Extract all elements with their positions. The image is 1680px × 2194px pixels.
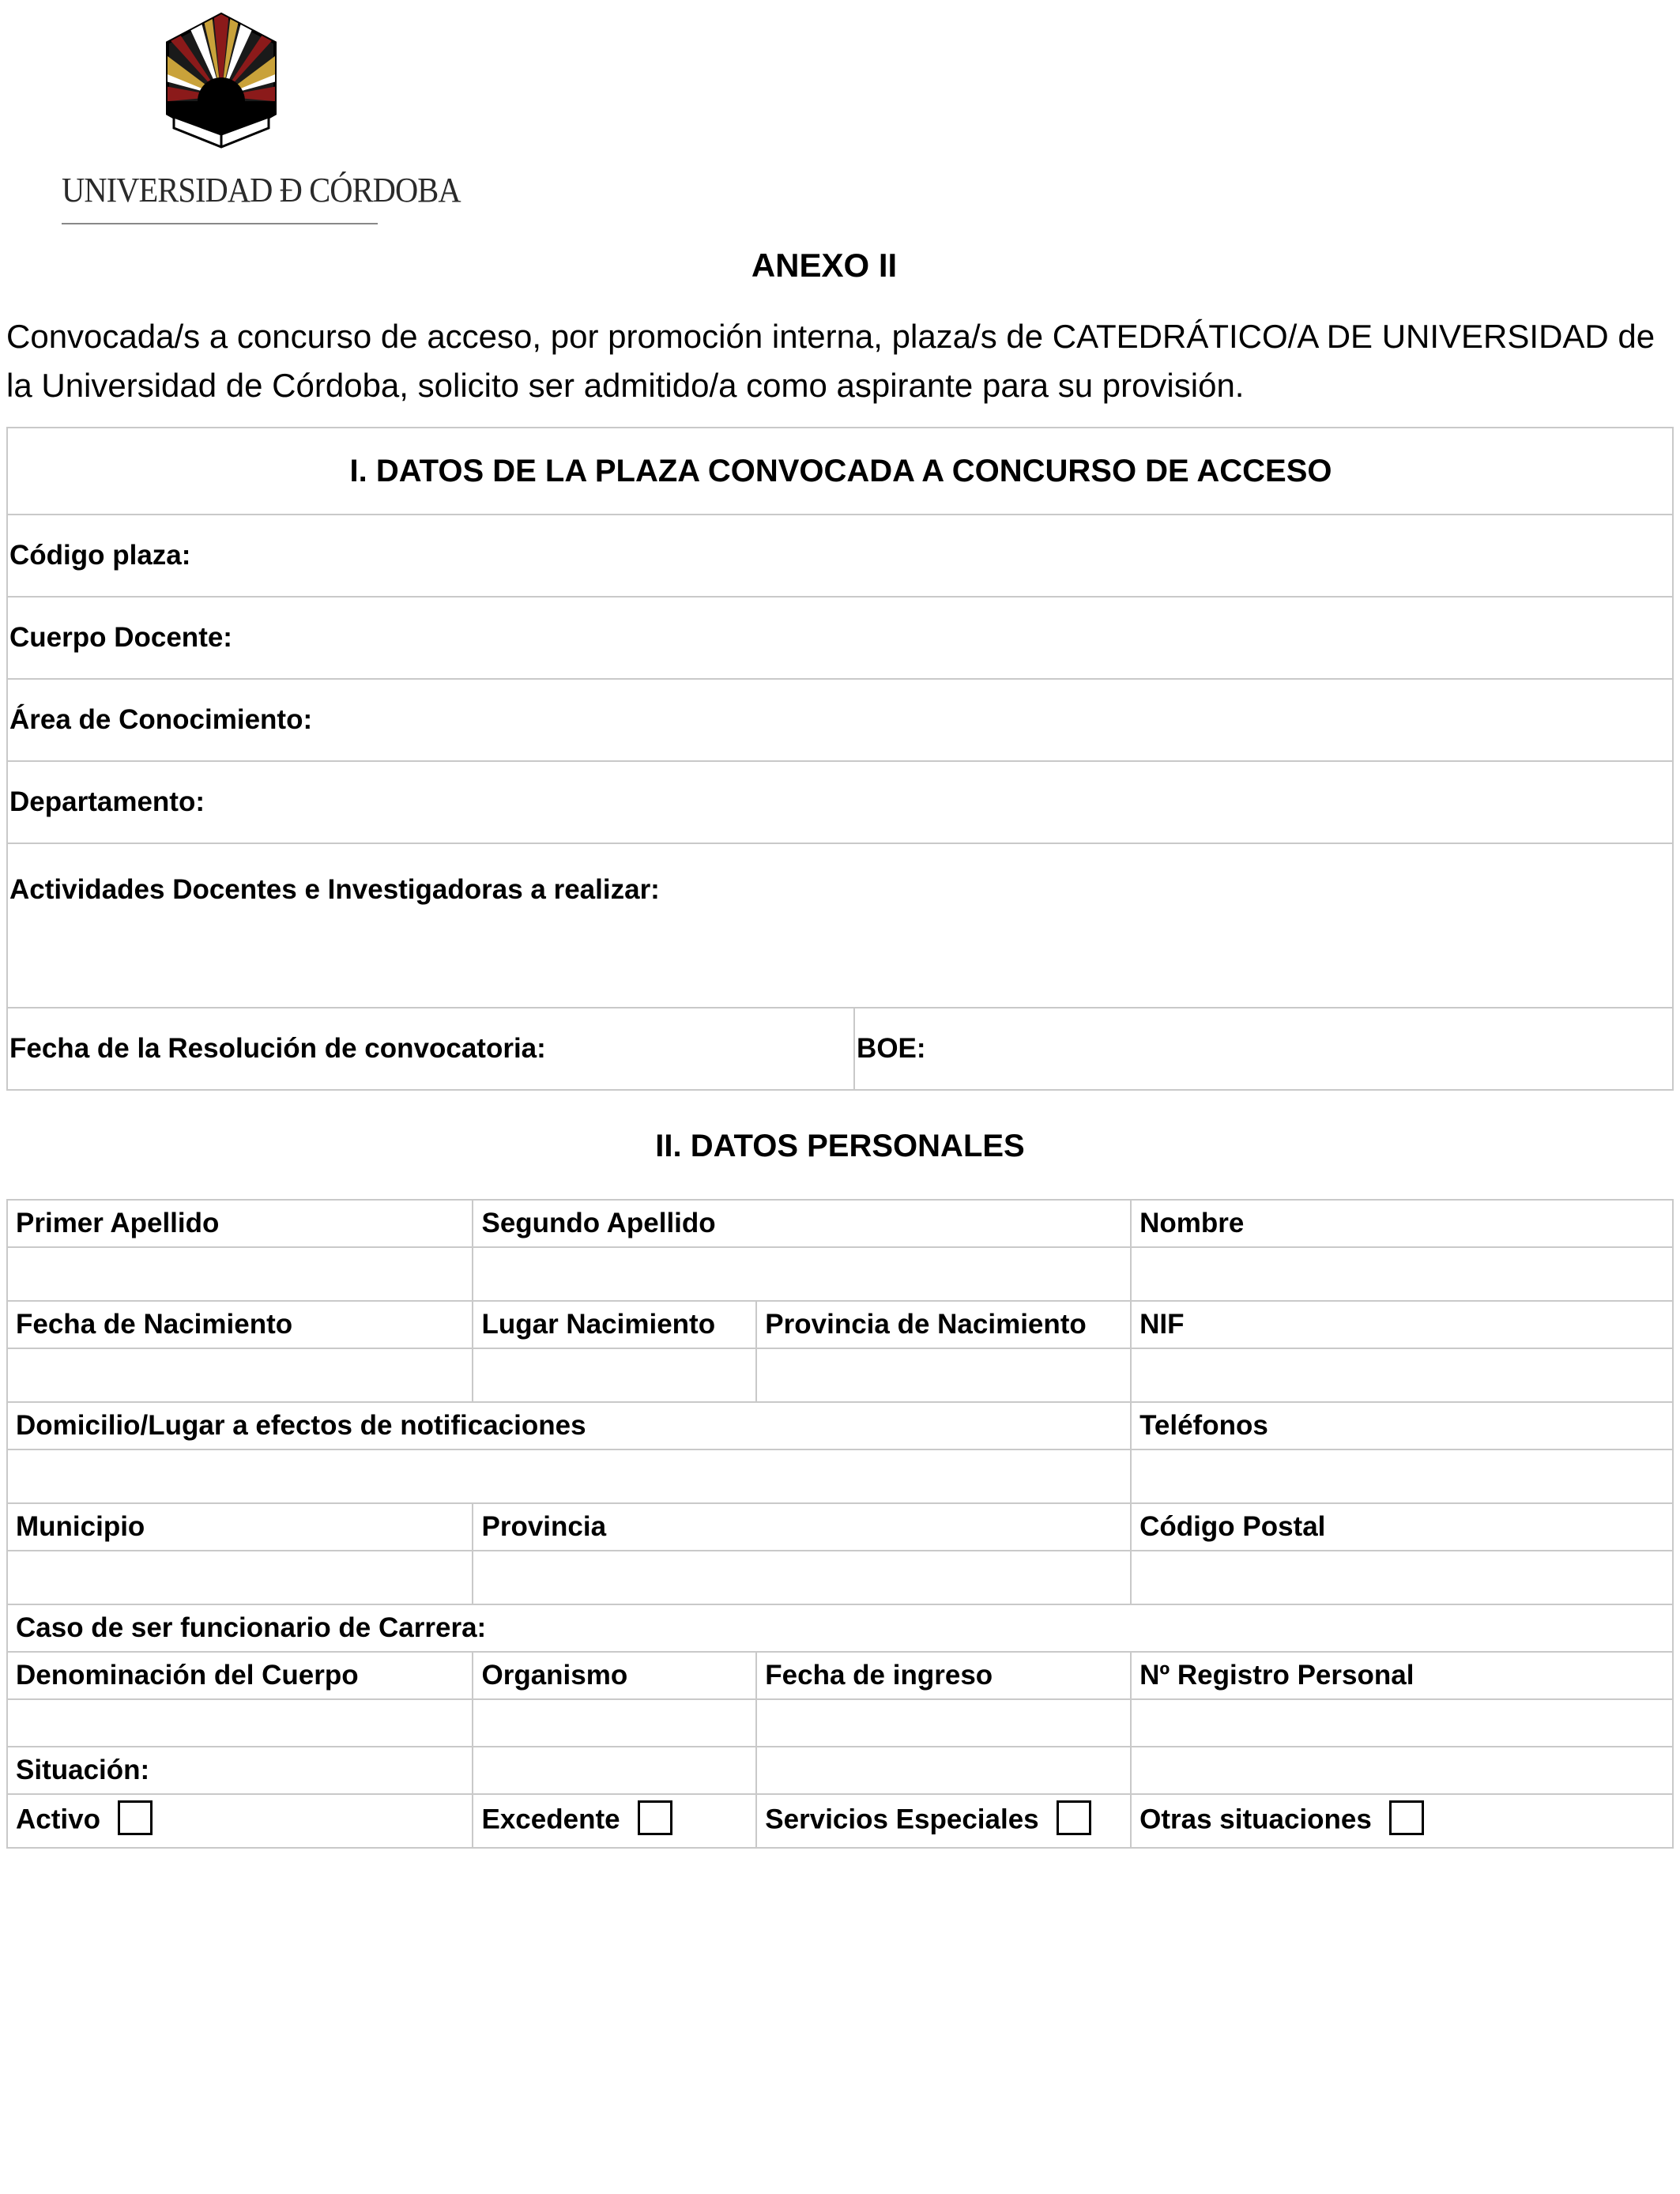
nif-label: NIF [1131, 1301, 1673, 1348]
domicilio-input[interactable] [7, 1449, 1131, 1503]
excedente-checkbox[interactable] [638, 1800, 672, 1835]
denominacion-label: Denominación del Cuerpo [7, 1652, 473, 1699]
plaza-table [6, 427, 1674, 1091]
excedente-label: Excedente [481, 1804, 620, 1835]
primer-apellido-input[interactable] [7, 1247, 473, 1301]
actividades-field[interactable]: Actividades Docentes e Investigadoras a realizar: [7, 843, 1673, 1008]
section1-title: I. DATOS DE LA PLAZA CONVOCADA A CONCURSO DE ACCESO [7, 428, 1673, 515]
departamento-field[interactable]: Departamento: [7, 761, 1673, 843]
segundo-apellido-label: Segundo Apellido [473, 1200, 1131, 1247]
organismo-label: Organismo [473, 1652, 756, 1699]
university-wordmark: UNIVERSIDAD Ð CÓRDOBA [62, 171, 461, 209]
fecha-ingreso-label: Fecha de ingreso [756, 1652, 1131, 1699]
municipio-input[interactable] [7, 1551, 473, 1604]
provincia-label: Provincia [473, 1503, 1131, 1551]
fecha-ingreso-input[interactable] [756, 1699, 1131, 1747]
situacion-empty-cell [756, 1747, 1131, 1794]
area-conocimiento-field[interactable]: Área de Conocimiento: [7, 679, 1673, 761]
registro-personal-label: Nº Registro Personal [1131, 1652, 1673, 1699]
otras-situaciones-option [1131, 1794, 1673, 1848]
fecha-nacimiento-input[interactable] [7, 1348, 473, 1402]
provincia-nacimiento-input[interactable] [756, 1348, 1131, 1402]
page-title: ANEXO II [751, 247, 898, 284]
excedente-option [473, 1794, 756, 1848]
denominacion-input[interactable] [7, 1699, 473, 1747]
funcionario-label: Caso de ser funcionario de Carrera: [7, 1604, 1673, 1652]
codigo-plaza-field[interactable]: Código plaza: [7, 515, 1673, 597]
codigo-postal-label: Código Postal [1131, 1503, 1673, 1551]
provincia-input[interactable] [473, 1551, 1131, 1604]
situacion-empty-cell [1131, 1747, 1673, 1794]
activo-label: Activo [16, 1804, 100, 1835]
university-logo [55, 8, 461, 233]
provincia-nacimiento-label: Provincia de Nacimiento [756, 1301, 1131, 1348]
nombre-label: Nombre [1131, 1200, 1673, 1247]
lugar-nacimiento-label: Lugar Nacimiento [473, 1301, 756, 1348]
servicios-especiales-label: Servicios Especiales [765, 1804, 1039, 1835]
registro-personal-input[interactable] [1131, 1699, 1673, 1747]
telefonos-label: Teléfonos [1131, 1402, 1673, 1449]
municipio-label: Municipio [7, 1503, 473, 1551]
boe-field[interactable]: BOE: [854, 1008, 1673, 1090]
telefonos-input[interactable] [1131, 1449, 1673, 1503]
lugar-nacimiento-input[interactable] [473, 1348, 756, 1402]
cuerpo-docente-field[interactable]: Cuerpo Docente: [7, 597, 1673, 679]
situacion-empty-cell [473, 1747, 756, 1794]
wordmark-underline [62, 223, 378, 224]
university-crest-icon [55, 8, 387, 166]
organismo-input[interactable] [473, 1699, 756, 1747]
section2-title: II. DATOS PERSONALES [655, 1129, 1025, 1163]
servicios-especiales-option [756, 1794, 1131, 1848]
activo-checkbox[interactable] [118, 1800, 153, 1835]
fecha-resolucion-field[interactable]: Fecha de la Resolución de convocatoria: [7, 1008, 854, 1090]
otras-situaciones-label: Otras situaciones [1139, 1804, 1372, 1835]
personal-data-table [6, 1199, 1674, 1849]
activo-option [7, 1794, 473, 1848]
primer-apellido-label: Primer Apellido [7, 1200, 473, 1247]
nif-input[interactable] [1131, 1348, 1673, 1402]
domicilio-label: Domicilio/Lugar a efectos de notificaciones [7, 1402, 1131, 1449]
intro-text: Convocada/s a concurso de acceso, por promoción interna, plaza/s de CATEDRÁTICO/A DE UNIVERSIDAD de la Universidad de Córdoba, solicito ser admitido/a como aspirante para su provisión. [6, 318, 1656, 404]
fecha-nacimiento-label: Fecha de Nacimiento [7, 1301, 473, 1348]
segundo-apellido-input[interactable] [473, 1247, 1131, 1301]
otras-situaciones-checkbox[interactable] [1389, 1800, 1424, 1835]
nombre-input[interactable] [1131, 1247, 1673, 1301]
servicios-especiales-checkbox[interactable] [1057, 1800, 1091, 1835]
situacion-label: Situación: [7, 1747, 473, 1794]
codigo-postal-input[interactable] [1131, 1551, 1673, 1604]
